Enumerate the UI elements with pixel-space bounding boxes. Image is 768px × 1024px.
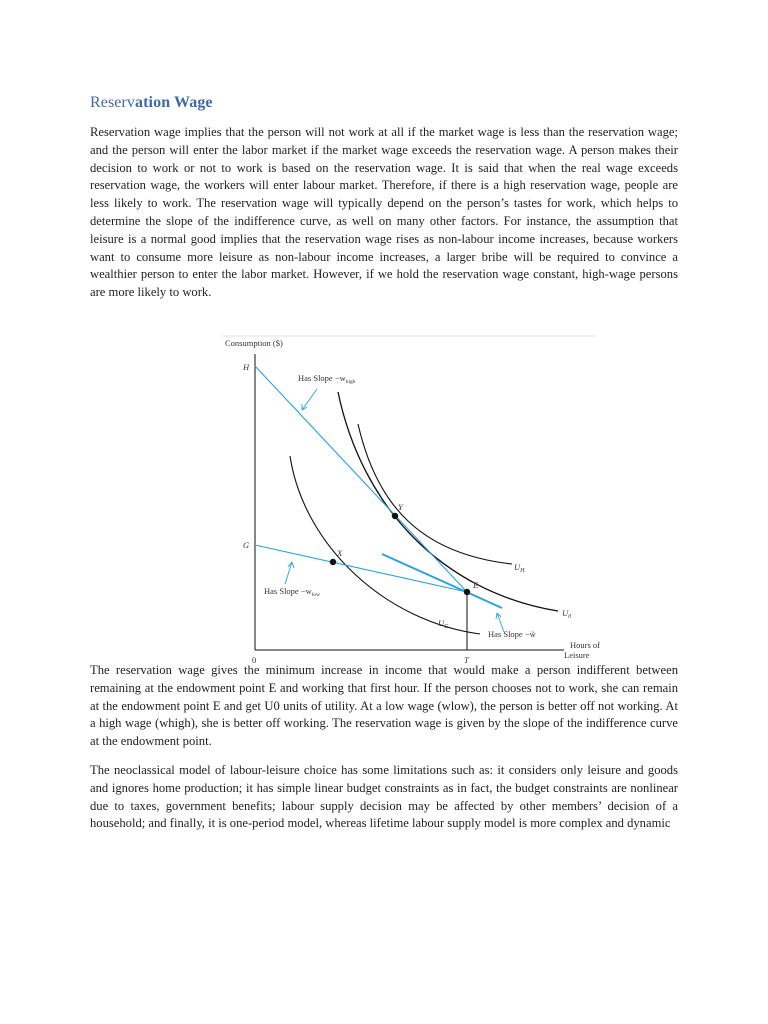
indifference-curve-u0 — [338, 392, 558, 611]
x-axis-label-line1: Hours of — [570, 640, 600, 650]
x-axis-label-line2: Leisure — [564, 650, 590, 660]
budget-line-low — [255, 545, 467, 592]
arrow-slope-low — [285, 562, 292, 584]
reservation-wage-figure — [222, 332, 602, 670]
label-slope-low: Has Slope $-w_{low}$ — [264, 586, 321, 598]
heading-part-1: Reserv — [90, 94, 136, 111]
budget-line-high — [255, 366, 467, 592]
section-heading — [90, 94, 213, 112]
label-u0: $U_0$ — [562, 608, 572, 620]
label-t: T — [464, 655, 469, 665]
point-x — [330, 559, 336, 565]
paragraph-3: The neoclassical model of labour-leisure choice has some limitations such as: it considers only leisure and goods and ignores home production; it has simple linear budget constraints as in fact, the budget constraints are nonlinear due to taxes, government benefits; labour supply decision may be affected by other members’ decision of a household; and finally, it is one-period model, whereas lifetime labour supply model is more complex and dynamic — [90, 763, 678, 831]
label-slope-high: Has Slope $-w_{high}$ — [298, 373, 356, 385]
heading-part-2: ation Wage — [135, 94, 213, 111]
indifference-curve-ug — [290, 456, 480, 634]
y-axis-label: Consumption ($) — [225, 338, 283, 348]
label-y: Y — [398, 502, 403, 512]
arrow-slope-high — [302, 389, 317, 410]
indifference-curve-uh — [358, 424, 512, 564]
label-uh: $U_H$ — [514, 562, 525, 574]
point-y — [392, 513, 398, 519]
label-x: X — [337, 548, 343, 558]
label-g: G — [243, 540, 250, 550]
origin-label: 0 — [252, 655, 257, 665]
reservation-wage-diagram — [222, 332, 602, 670]
label-e: E — [473, 580, 479, 590]
label-slope-tilde: Has Slope −w̃ — [488, 629, 536, 639]
label-ug: $U_G$ — [438, 618, 449, 630]
paragraph-2: The reservation wage gives the minimum increase in income that would make a person indifferent between remaining at the endowment point E and working that first hour. If the person chooses not to work, she can remain at the endowment point E and get U0 units of utility. At a low wage (wlow), the person is better off not working. At a high wage (whigh), she is better off working. The reservation wage is given by the slope of the indifference curve at the endowment point. — [90, 663, 678, 749]
label-h: H — [243, 362, 250, 372]
paragraph-1: Reservation wage implies that the person will not work at all if the market wage is less than the reservation wage; and the person will enter the labor market if the market wage exceeds the reservation wage. A person makes their decision to work or not to work is based on the reservation wage. It is said that when the real wage exceeds reservation wage, the workers will enter labour market. Therefore, if there is a high reservation wage, people are less likely to work. The reservation wage will typically depend on the person’s tastes for work, which helps to determine the slope of the indifference curve, as well on many other factors. For instance, the assumption that leisure is a normal good implies that the reservation wage rises as non-labour income increases, because workers want to consume more leisure as non-labour income increases, a larger bribe will be required to convince a wealthier person to enter the labor market. However, if we hold the reservation wage constant, high-wage persons are more likely to work. — [90, 125, 678, 300]
point-e — [464, 589, 470, 595]
